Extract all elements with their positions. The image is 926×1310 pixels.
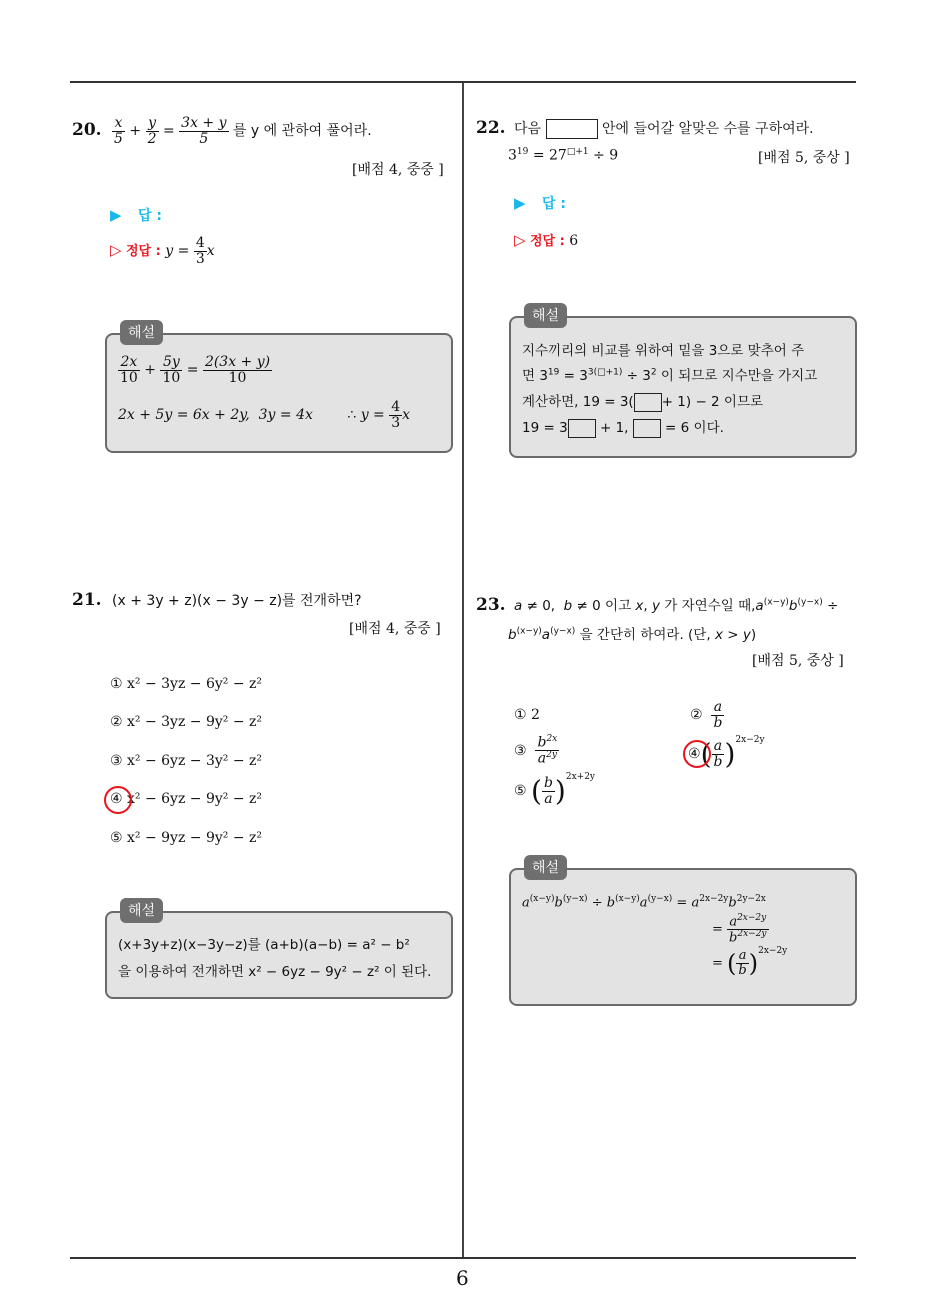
- correct-value: y = $\frac{4}{3}$ x: [165, 235, 215, 267]
- explanation-box-q23: [509, 868, 857, 1006]
- question-text-line2: $b^{(x-y)}a^{(y-x)}$ 을 간단히 하여라. (단, x > y): [508, 626, 757, 643]
- explanation-tag: 해설: [120, 320, 163, 345]
- explanation-line2-q23: = $\frac{a^{2x-2y}}{b^{2x-2y}}$: [712, 913, 767, 946]
- explanation-line4-q22: 19 = 3 + 1, = 6 이다.: [522, 420, 724, 436]
- question-text-line1: a ≠ 0, b ≠ 0 이고 x, y 가 자연수일 때$,a^{(x-y)}b^{(y-x)}$ ÷: [514, 597, 839, 614]
- explanation-line1-q21: (x+3y+z)(x−3y−z)를 (a+b)(a−b) = a² − b²: [118, 937, 410, 953]
- option-2[interactable]: ② x² − 3yz − 9y² − z²: [110, 714, 263, 730]
- question-22-equation: $3^{19} = 27^{□+1} \div 9$: [508, 147, 619, 164]
- explanation-tag: 해설: [524, 303, 567, 328]
- question-text: 안에 들어갈 알맞은 수를 구하여라.: [602, 121, 814, 137]
- bottom-rule: [70, 1257, 856, 1259]
- correct-label: 정답 :: [126, 244, 161, 260]
- blank-box: [568, 419, 596, 438]
- explanation-line1-q22: 지수끼리의 비교를 위하여 밑을 3으로 맞추어 주: [522, 343, 805, 359]
- answer-line-q20: [110, 205, 162, 225]
- blank-box: [634, 393, 662, 412]
- correct-answer-q20: [110, 236, 215, 266]
- score-q22: [배점 5, 중상 ]: [758, 150, 850, 166]
- explanation-line1-q23: $a^{(x-y)}b^{(y-x)} \div b^{(x-y)}a^{(y-x)} = a^{2x-2y}b^{2y-2x}$: [522, 894, 766, 911]
- correct-value: 6: [569, 233, 579, 249]
- question-prefix: 다음: [514, 121, 542, 137]
- correct-label: 정답 :: [530, 234, 565, 249]
- question-21: [72, 590, 362, 610]
- explanation-line3-q22: 계산하면, 19 = 3( + 1) − 2 이므로: [522, 394, 764, 410]
- question-number: 23.: [476, 595, 506, 615]
- question-number: 21.: [72, 590, 102, 610]
- question-text: 를 y 에 관하여 풀어라.: [232, 123, 372, 140]
- explanation-line2-q21: 을 이용하여 전개하면 x² − 6yz − 9y² − z² 이 된다.: [118, 964, 432, 980]
- option-1[interactable]: ① 2: [514, 707, 540, 723]
- question-20: [72, 116, 372, 146]
- question-text: (x + 3y + z)(x − 3y − z)를 전개하면?: [112, 593, 362, 609]
- blank-box: [633, 419, 661, 438]
- explanation-box-q20: [105, 333, 453, 453]
- explanation-tag: 해설: [120, 898, 163, 923]
- answer-line-q22: [514, 193, 566, 213]
- explanation-box-q21: [105, 911, 453, 999]
- option-4[interactable]: ④( $\frac{a}{b}$ )$^{2x-2y}$: [688, 735, 765, 771]
- option-3[interactable]: ③ $\frac{b^{2x}}{a^{2y}}$: [514, 734, 558, 767]
- column-divider: [462, 83, 464, 1257]
- option-4[interactable]: ④ x² − 6yz − 9y² − z²: [110, 791, 263, 807]
- triangle-play-icon: ▶: [110, 206, 122, 224]
- answer-circle-mark: [683, 740, 711, 768]
- score-q23: [배점 5, 중상 ]: [752, 653, 844, 669]
- option-2[interactable]: ② $\frac{a}{b}$: [690, 699, 723, 731]
- question-number: 20.: [72, 120, 102, 141]
- question-23: [476, 594, 838, 615]
- answer-blank-box: [546, 119, 598, 139]
- answer-label: 답 :: [542, 196, 566, 212]
- score-q20: [배점 4, 중중 ]: [352, 162, 444, 178]
- answer-label: 답 :: [138, 208, 162, 224]
- explanation-tag: 해설: [524, 855, 567, 880]
- question-number: 22.: [476, 118, 506, 138]
- triangle-play-icon: ▶: [514, 194, 526, 212]
- question-22: [476, 118, 814, 139]
- explanation-line2-q20: 2x + 5y = 6x + 2y, 3y = 4x ∴ y = $\frac{4}{3}$ x: [118, 399, 411, 431]
- page-number: 6: [456, 1266, 469, 1290]
- triangle-outline-icon: ▷: [110, 241, 122, 260]
- option-5[interactable]: ⑤ ( $\frac{b}{a}$ )$^{2x+2y}$: [514, 772, 596, 808]
- answer-circle-mark: [104, 786, 132, 814]
- triangle-outline-icon: ▷: [514, 231, 526, 249]
- option-5[interactable]: ⑤ x² − 9yz − 9y² − z²: [110, 830, 263, 846]
- correct-answer-q22: [514, 230, 578, 249]
- option-1[interactable]: ① x² − 3yz − 6y² − z²: [110, 676, 263, 692]
- score-q21: [배점 4, 중중 ]: [349, 621, 441, 637]
- explanation-line1-q20: $\frac{2x}{10}$ + $\frac{5y}{10}$ = $\frac{2(3x + y)}{10}$: [120, 354, 271, 386]
- question-equation: $\frac{x}{5}$ + $\frac{y}{2}$ = $\frac{3x + y}{5}$: [114, 115, 227, 147]
- explanation-line2-q22: 면 $3^{19} = 3^{3(□+1)} \div 3^2$ 이 되므로 지수만을 가지고: [522, 367, 818, 384]
- option-3[interactable]: ③ x² − 6yz − 3y² − z²: [110, 753, 263, 769]
- explanation-line3-q23: = ( $\frac{a}{b}$ )$^{2x-2y}$: [712, 946, 788, 978]
